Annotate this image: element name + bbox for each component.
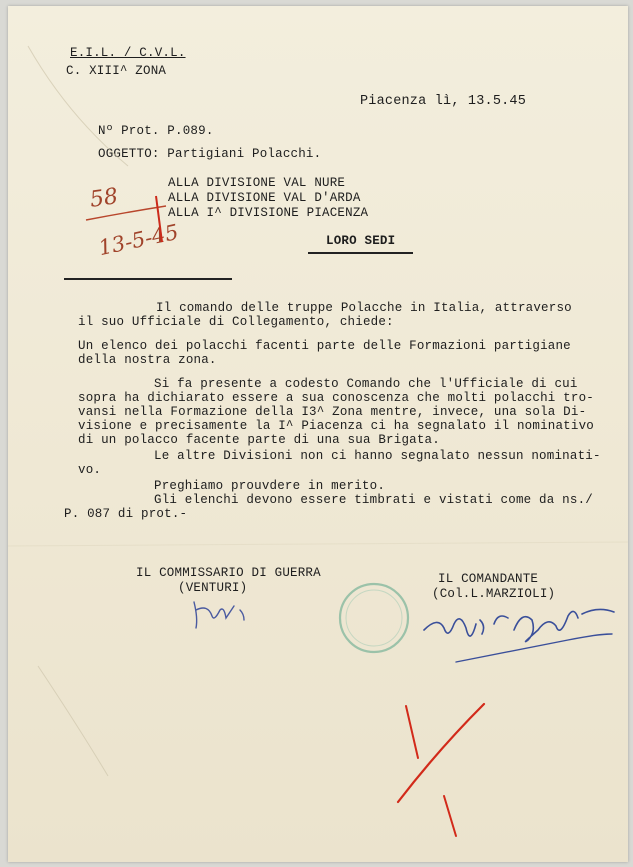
body-line: Preghiamo prouvdere in merito. bbox=[154, 479, 386, 493]
body-line: visione e precisamente la I^ Piacenza ci ha segnalato il nominativo bbox=[78, 419, 594, 433]
body-line: di un polacco facente parte di una sua Brigata. bbox=[78, 433, 440, 447]
recipients-footer: LORO SEDI bbox=[326, 234, 396, 248]
body-line: Un elenco dei polacchi facenti parte delle Formazioni partigiane bbox=[78, 339, 571, 353]
protocol-number: Nº Prot. P.089. bbox=[98, 124, 214, 138]
paper-creases bbox=[8, 6, 628, 862]
body-line: Le altre Divisioni non ci hanno segnalato nessun nominati- bbox=[154, 449, 601, 463]
right-signer-title: IL COMANDANTE bbox=[438, 572, 539, 586]
body-line: Il comando delle truppe Polacche in Italia, attraverso bbox=[156, 301, 572, 315]
body-line: P. 087 di prot.- bbox=[64, 507, 188, 521]
left-signer-name: (VENTURI) bbox=[178, 581, 248, 595]
body-line: sopra ha dichiarato essere a sua conoscenza che molti polacchi tro- bbox=[78, 391, 594, 405]
body-line: vo. bbox=[78, 463, 102, 477]
place-date: Piacenza lì, 13.5.45 bbox=[360, 94, 527, 109]
right-signer-name: (Col.L.MARZIOLI) bbox=[432, 587, 556, 601]
org-header: E.I.L. / C.V.L. bbox=[70, 46, 186, 60]
recipient-1: ALLA DIVISIONE VAL NURE bbox=[168, 176, 346, 190]
body-line: Gli elenchi devono essere timbrati e vistati come da ns./ bbox=[154, 493, 593, 507]
subject-line: OGGETTO: Partigiani Polacchi. bbox=[98, 147, 322, 161]
handwritten-date: 13-5-45 bbox=[96, 219, 181, 261]
document-page bbox=[8, 6, 628, 862]
recipient-3: ALLA I^ DIVISIONE PIACENZA bbox=[168, 206, 369, 220]
body-line: della nostra zona. bbox=[78, 353, 217, 367]
zone-header: C. XIII^ ZONA bbox=[66, 64, 167, 78]
recipient-2: ALLA DIVISIONE VAL D'ARDA bbox=[168, 191, 361, 205]
body-line: vansi nella Formazione della I3^ Zona mentre, invece, una sola Di- bbox=[78, 405, 587, 419]
body-line: Si fa presente a codesto Comando che l'Ufficiale di cui bbox=[154, 377, 578, 391]
left-signer-title: IL COMMISSARIO DI GUERRA bbox=[136, 566, 321, 580]
handwritten-number: 58 bbox=[88, 184, 120, 213]
body-line: il suo Ufficiale di Collegamento, chiede: bbox=[78, 315, 394, 329]
